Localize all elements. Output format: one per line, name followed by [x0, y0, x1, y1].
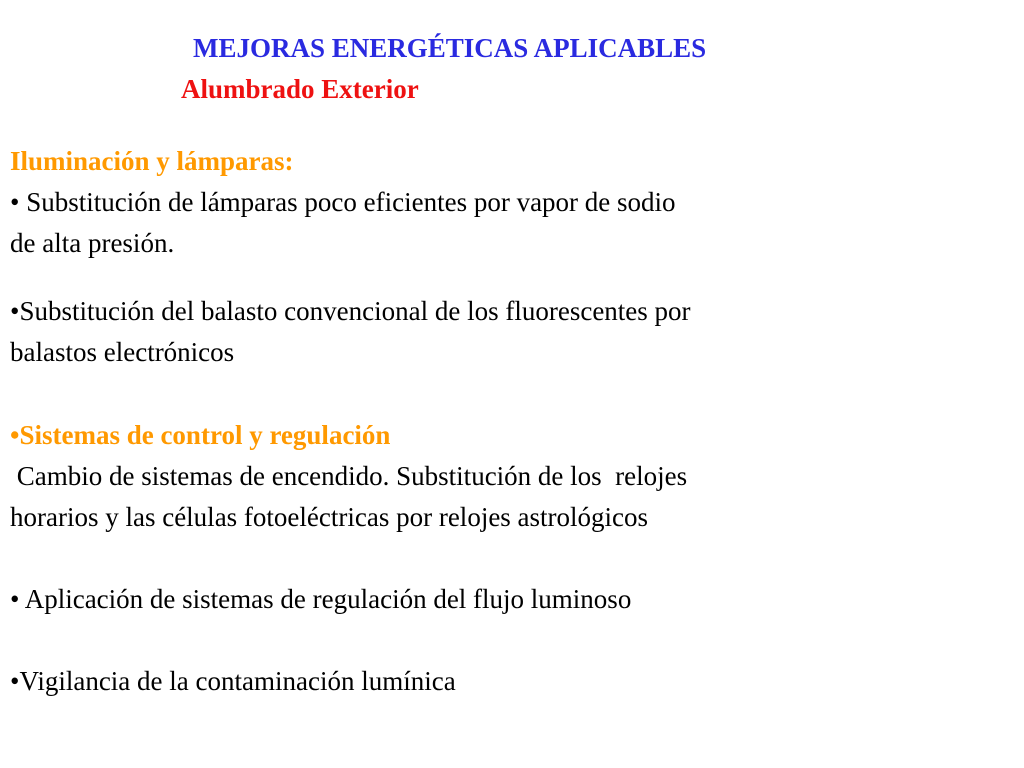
- section-heading-control-label: Sistemas de control y regulación: [19, 420, 391, 450]
- section-heading-control: [10, 422, 390, 449]
- slide-subtitle: Alumbrado Exterior: [181, 74, 419, 104]
- bullet-regulation: • Aplicación de sistemas de regulación del flujo luminoso: [10, 584, 632, 614]
- control-text-line1: Cambio de sistemas de encendido. Substitución de los relojes: [10, 461, 688, 491]
- slide-title: MEJORAS ENERGÉTICAS APLICABLES: [193, 33, 707, 63]
- bullet-lamps-line1: • Substitución de lámparas poco eficientes por vapor de sodio: [10, 187, 676, 217]
- section-heading-control-bullet: •: [10, 420, 20, 450]
- control-text-line2: horarios y las células fotoeléctricas por relojes astrológicos: [10, 502, 649, 532]
- section-heading-lighting: Iluminación y lámparas:: [10, 146, 294, 176]
- bullet-light-pollution: •Vigilancia de la contaminación lumínica: [10, 666, 456, 696]
- bullet-ballast-line2: balastos electrónicos: [10, 337, 235, 367]
- bullet-ballast-line1: •Substitución del balasto convencional de los fluorescentes por: [10, 296, 691, 326]
- bullet-lamps-line2: de alta presión.: [10, 228, 175, 258]
